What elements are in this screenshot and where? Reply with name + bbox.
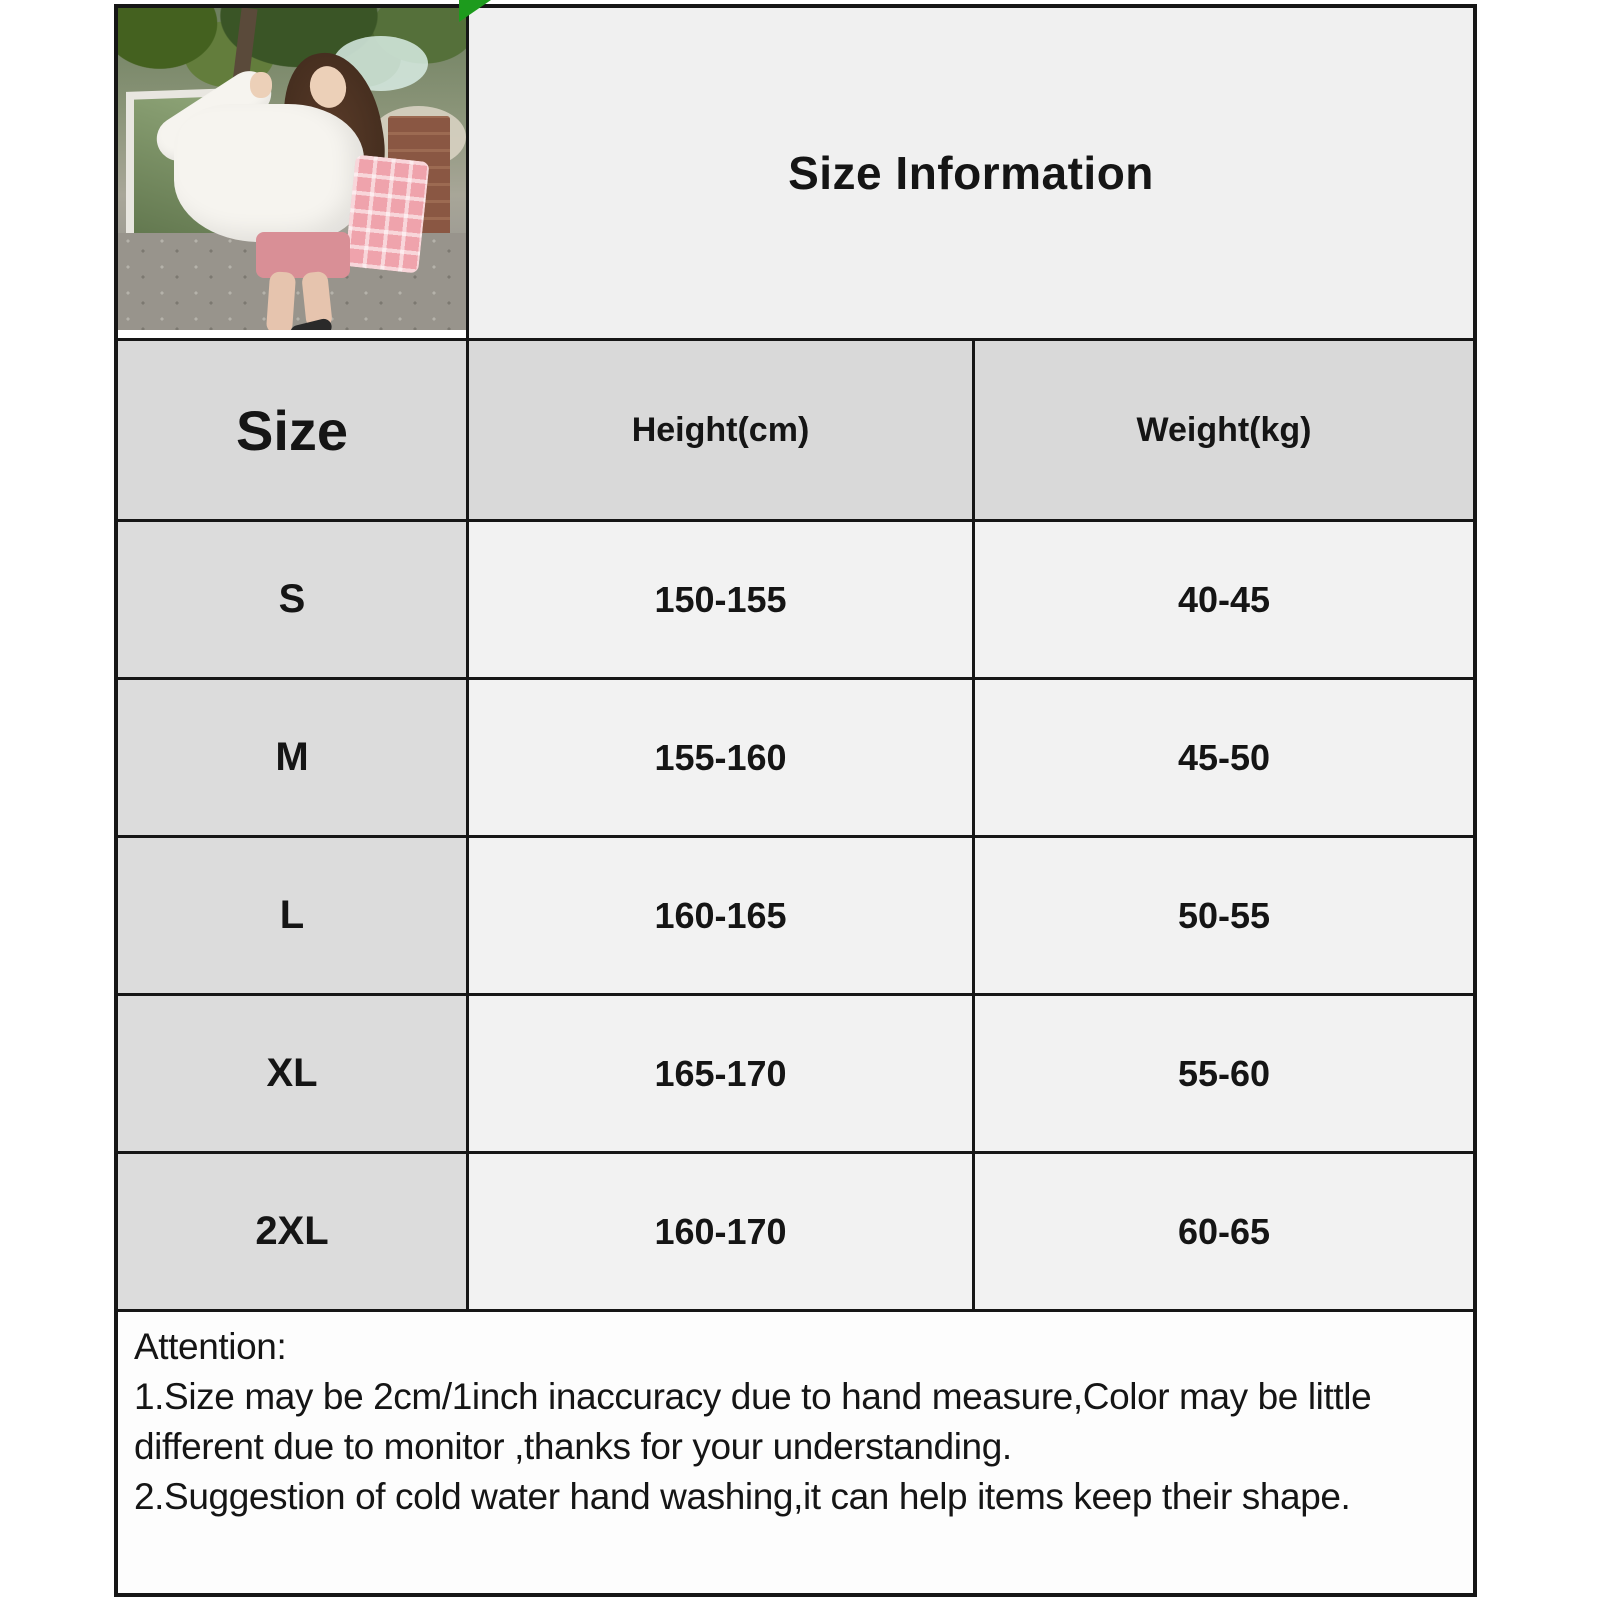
model-hand: [250, 72, 272, 98]
pink-plaid-shirt: [344, 154, 429, 273]
height-value: 160-170: [466, 1154, 972, 1309]
column-header-height: Height(cm): [466, 341, 972, 519]
attention-note: [118, 1312, 1473, 1593]
column-header-size: Size: [118, 341, 466, 519]
title-cell: [466, 8, 1473, 338]
table-row-m: [118, 677, 1473, 835]
column-header-weight: Weight(kg): [972, 341, 1473, 519]
model-leg: [266, 271, 296, 330]
table-row-s: [118, 519, 1473, 677]
weight-value: 60-65: [972, 1154, 1473, 1309]
attention-heading: Attention:: [134, 1326, 287, 1367]
table-header-row: [118, 338, 1473, 519]
height-value: 160-165: [466, 838, 972, 993]
product-photo-scene: [118, 8, 466, 330]
product-photo: [118, 8, 466, 338]
size-label: L: [118, 838, 466, 993]
attention-note-2: 2.Suggestion of cold water hand washing,it can help items keep their shape.: [134, 1476, 1351, 1517]
size-information-table: [114, 4, 1477, 1597]
height-value: 150-155: [466, 522, 972, 677]
weight-value: 50-55: [972, 838, 1473, 993]
table-row-xl: [118, 993, 1473, 1151]
weight-value: 55-60: [972, 996, 1473, 1151]
page-title: Size Information: [788, 147, 1154, 199]
weight-value: 40-45: [972, 522, 1473, 677]
height-value: 165-170: [466, 996, 972, 1151]
size-label: M: [118, 680, 466, 835]
attention-row: [118, 1309, 1473, 1593]
size-label: S: [118, 522, 466, 677]
attention-note-1: 1.Size may be 2cm/1inch inaccuracy due to hand measure,Color may be little different due to monitor ,thanks for your understanding.: [134, 1376, 1372, 1467]
table-row-l: [118, 835, 1473, 993]
table-row-2xl: [118, 1151, 1473, 1309]
photo-title-row: [118, 8, 1473, 338]
size-label: XL: [118, 996, 466, 1151]
height-value: 155-160: [466, 680, 972, 835]
size-label: 2XL: [118, 1154, 466, 1309]
weight-value: 45-50: [972, 680, 1473, 835]
model-shorts: [256, 232, 350, 278]
model-white-top: [174, 104, 364, 242]
